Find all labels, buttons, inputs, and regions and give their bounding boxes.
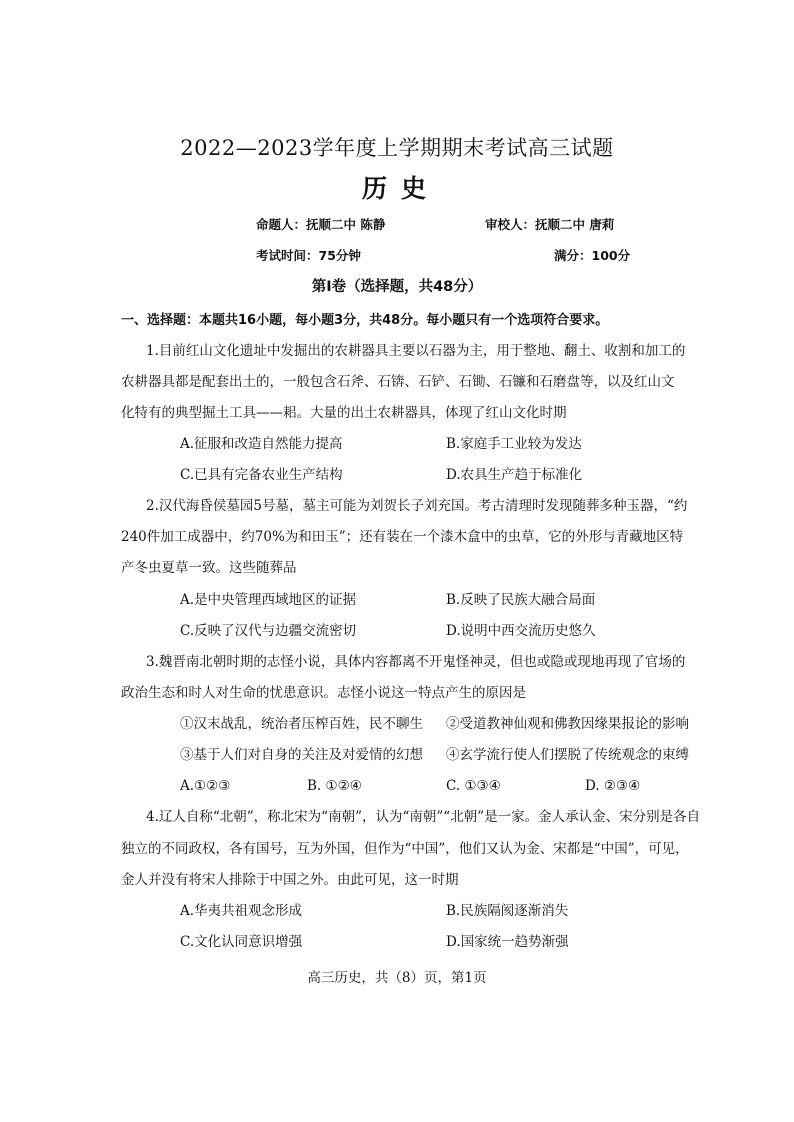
question-text-line: 240件加工成器中，约70%为和田玉”；还有装在一个漆木盒中的虫草，它的外形与青藏地区特: [121, 529, 684, 545]
option-d[interactable]: D. ②③④: [585, 778, 641, 794]
statement-1: ①汉末战乱，统治者压榨百姓，民不聊生: [180, 716, 423, 732]
question-text-line: 4.辽人自称“北朝”，称北宋为“南朝”，认为“南朝”“北朝”是一家。金人承认金、宋分别是各自: [146, 809, 701, 825]
exam-title: 2022—2023学年度上学期期末考试高三试题: [180, 136, 614, 160]
statement-4: ④玄学流行使人们摆脱了传统观念的束缚: [446, 747, 689, 763]
statement-2: ②受道教神仙观和佛教因缘果报论的影响: [446, 716, 689, 732]
option-d[interactable]: D.说明中西交流历史悠久: [446, 623, 596, 639]
option-c[interactable]: C.反映了汉代与边疆交流密切: [180, 623, 357, 639]
question-text-line: 农耕器具都是配套出土的，一般包含石斧、石锛、石铲、石锄、石镰和石磨盘等，以及红山文: [121, 374, 675, 390]
option-b[interactable]: B. ①②④: [307, 778, 362, 794]
option-c[interactable]: C.已具有完备农业生产结构: [180, 467, 343, 483]
question-text-line: 3.魏晋南北朝时期的志怪小说，具体内容都离不开鬼怪神灵，但也或隐或现地再现了官场的: [146, 654, 686, 670]
question-text-line: 产冬虫夏草一致。这些随葬品: [121, 560, 297, 576]
option-a[interactable]: A.①②③: [180, 778, 231, 794]
volume-title: 第I卷（选择题，共48分）: [311, 279, 483, 295]
option-c[interactable]: C. ①③④: [446, 778, 501, 794]
option-d[interactable]: D.农具生产趋于标准化: [446, 467, 583, 483]
reviewer-info: 审校人：抚顺二中 唐莉: [485, 217, 615, 232]
option-b[interactable]: B.反映了民族大融合局面: [446, 592, 596, 608]
section-instructions: 一、选择题：本题共16小题，每小题3分，共48分。每小题只有一个选项符合要求。: [121, 313, 609, 328]
full-score: 满分：100分: [554, 248, 631, 263]
option-b[interactable]: B.民族隔阂逐渐消失: [446, 903, 569, 919]
option-c[interactable]: C.文化认同意识增强: [180, 934, 303, 950]
exam-time: 考试时间：75分钟: [256, 248, 361, 263]
question-text-line: 1.目前红山文化遗址中发掘出的农耕器具主要以石器为主，用于整地、翻土、收割和加工的: [146, 343, 686, 359]
question-text-line: 化特有的典型掘土工具——耜。大量的出土农耕器具，体现了红山文化时期: [121, 405, 567, 421]
option-d[interactable]: D.国家统一趋势渐强: [446, 934, 569, 950]
option-b[interactable]: B.家庭手工业较为发达: [446, 436, 582, 452]
setter-info: 命题人：抚顺二中 陈静: [256, 217, 386, 232]
option-a[interactable]: A.是中央管理西域地区的证据: [180, 592, 357, 608]
option-a[interactable]: A.征服和改造自然能力提高: [180, 436, 343, 452]
option-a[interactable]: A.华夷共祖观念形成: [180, 903, 303, 919]
question-text-line: 金人并没有将宋人排除于中国之外。由此可见，这一时期: [121, 872, 459, 888]
statement-3: ③基于人们对自身的关注及对爱情的幻想: [180, 747, 423, 763]
question-text-line: 2.汉代海昏侯墓园5号墓，墓主可能为刘贺长子刘充国。考古清理时发现随葬多种玉器，“约: [146, 498, 688, 514]
question-text-line: 政治生态和时人对生命的忧患意识。志怪小说这一特点产生的原因是: [121, 685, 526, 701]
page-footer: 高三历史，共（8）页，第1页: [307, 970, 487, 986]
question-text-line: 独立的不同政权，各有国号，互为外国，但作为“中国”，他们又认为金、宋都是“中国”，可见，: [121, 841, 689, 857]
subject-title: 历史: [361, 174, 440, 203]
